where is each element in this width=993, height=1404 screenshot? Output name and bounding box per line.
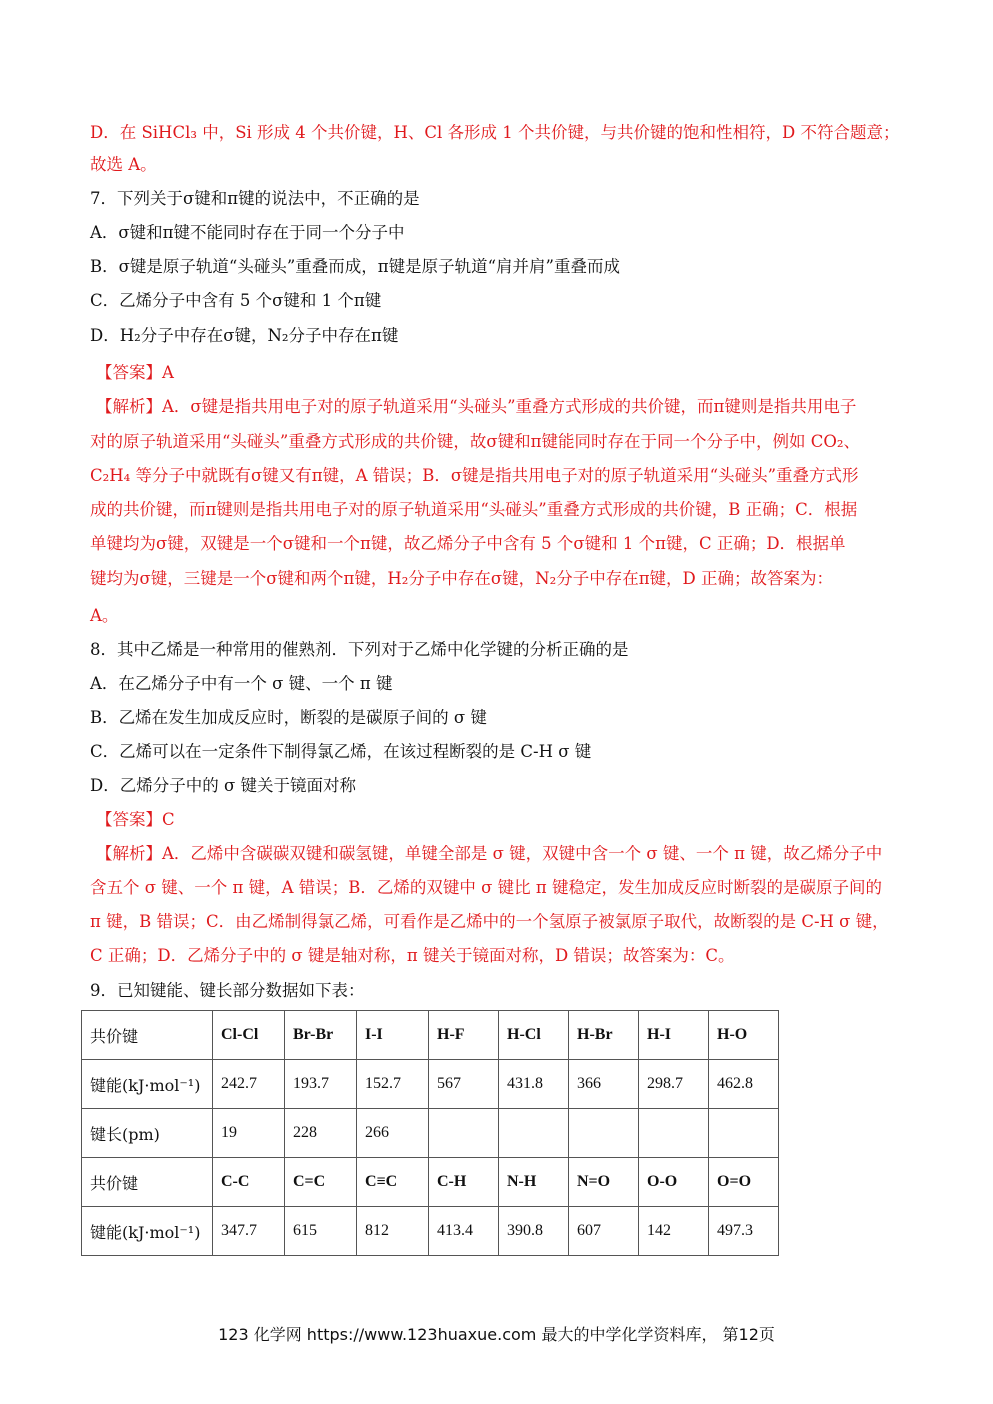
- text-line: A。: [90, 606, 119, 625]
- table-cell: 共价键: [82, 1011, 213, 1060]
- text-line: 【解析】A．乙烯中含碳碳双键和碳氢键，单键全部是 σ 键，双键中含一个 σ 键、一个 π 键，故乙烯分子中: [96, 844, 883, 863]
- text-line: B．乙烯在发生加成反应时，断裂的是碳原子间的 σ 键: [90, 708, 487, 727]
- table-cell: C-H: [429, 1158, 499, 1207]
- text-line: C．乙烯可以在一定条件下制得氯乙烯，在该过程断裂的是 C-H σ 键: [90, 742, 592, 761]
- table-cell: 812: [357, 1207, 429, 1256]
- table-cell: 413.4: [429, 1207, 499, 1256]
- table-cell: 142: [639, 1207, 709, 1256]
- table-cell: 431.8: [499, 1060, 569, 1109]
- text-line: C．乙烯分子中含有 5 个σ键和 1 个π键: [90, 291, 382, 310]
- text-line: 【解析】A．σ键是指共用电子对的原子轨道采用“头碰头”重叠方式形成的共价键，而π键则是指共用电子: [96, 397, 857, 416]
- text-line: 含五个 σ 键、一个 π 键，A 错误；B．乙烯的双键中 σ 键比 π 键稳定，发生加成反应时断裂的是碳原子间的: [90, 878, 882, 897]
- text-line: 【答案】A: [96, 363, 174, 382]
- table-cell: O-O: [639, 1158, 709, 1207]
- table-cell: 242.7: [213, 1060, 285, 1109]
- table-cell: 228: [285, 1109, 357, 1158]
- table-cell: O=O: [709, 1158, 779, 1207]
- table-cell: C=C: [285, 1158, 357, 1207]
- table-row: [82, 1109, 779, 1158]
- table-cell: 462.8: [709, 1060, 779, 1109]
- table-cell: [429, 1109, 499, 1158]
- table-cell: 615: [285, 1207, 357, 1256]
- text-line: D．乙烯分子中的 σ 键关于镜面对称: [90, 776, 356, 795]
- text-line: 单键均为σ键，双键是一个σ键和一个π键，故乙烯分子中含有 5 个σ键和 1 个π键，C 正确；D．根据单: [90, 534, 846, 553]
- text-line: B．σ键是原子轨道“头碰头”重叠而成，π键是原子轨道“肩并肩”重叠而成: [90, 257, 620, 276]
- text-line: 9．已知键能、键长部分数据如下表：: [90, 981, 365, 1000]
- text-line: 8．其中乙烯是一种常用的催熟剂．下列对于乙烯中化学键的分析正确的是: [90, 640, 629, 659]
- table-cell: 347.7: [213, 1207, 285, 1256]
- table-cell: 390.8: [499, 1207, 569, 1256]
- table-cell: H-F: [429, 1011, 499, 1060]
- table-cell: H-Cl: [499, 1011, 569, 1060]
- table-cell: 键长(pm): [82, 1109, 213, 1158]
- table-cell: 497.3: [709, 1207, 779, 1256]
- table-cell: H-O: [709, 1011, 779, 1060]
- text-line: 成的共价键，而π键则是指共用电子对的原子轨道采用“头碰头”重叠方式形成的共价键，B 正确；C．根据: [90, 500, 858, 519]
- text-line: A．在乙烯分子中有一个 σ 键、一个 π 键: [90, 674, 393, 693]
- table-cell: 共价键: [82, 1158, 213, 1207]
- text-line: C₂H₄ 等分子中就既有σ键又有π键，A 错误；B．σ键是指共用电子对的原子轨道采用“头碰头”重叠方式形: [90, 466, 859, 485]
- table-cell: 607: [569, 1207, 639, 1256]
- table-cell: Cl-Cl: [213, 1011, 285, 1060]
- table-cell: Br-Br: [285, 1011, 357, 1060]
- table-cell: [499, 1109, 569, 1158]
- table-cell: 键能(kJ·mol⁻¹): [82, 1060, 213, 1109]
- text-line: 对的原子轨道采用“头碰头”重叠方式形成的共价键，故σ键和π键能同时存在于同一个分子中，例如 CO₂、: [90, 432, 860, 451]
- text-line: D．H₂分子中存在σ键，N₂分子中存在π键: [90, 326, 399, 345]
- table-cell: [569, 1109, 639, 1158]
- text-line: 故选 A。: [90, 155, 157, 174]
- table-cell: 152.7: [357, 1060, 429, 1109]
- table-cell: 266: [357, 1109, 429, 1158]
- page-footer: 123 化学网 https://www.123huaxue.com 最大的中学化学资料库， 第12页: [218, 1325, 775, 1344]
- table-cell: N-H: [499, 1158, 569, 1207]
- table-row: [82, 1158, 779, 1207]
- bond-data-table: [81, 1010, 779, 1256]
- text-line: D．在 SiHCl₃ 中，Si 形成 4 个共价键，H、Cl 各形成 1 个共价键，与共价键的饱和性相符，D 不符合题意；: [90, 123, 900, 142]
- text-line: C 正确；D．乙烯分子中的 σ 键是轴对称，π 键关于镜面对称，D 错误；故答案为：C。: [90, 946, 735, 965]
- table-cell: [639, 1109, 709, 1158]
- table-cell: 键能(kJ·mol⁻¹): [82, 1207, 213, 1256]
- text-line: 【答案】C: [96, 810, 175, 829]
- table-cell: [709, 1109, 779, 1158]
- table-cell: I-I: [357, 1011, 429, 1060]
- text-line: 7．下列关于σ键和π键的说法中，不正确的是: [90, 189, 420, 208]
- table-cell: 567: [429, 1060, 499, 1109]
- table-cell: C-C: [213, 1158, 285, 1207]
- table-cell: H-Br: [569, 1011, 639, 1060]
- table-cell: 298.7: [639, 1060, 709, 1109]
- table-cell: 19: [213, 1109, 285, 1158]
- table-cell: 193.7: [285, 1060, 357, 1109]
- table-row: [82, 1011, 779, 1060]
- table-cell: 366: [569, 1060, 639, 1109]
- text-line: 键均为σ键，三键是一个σ键和两个π键，H₂分子中存在σ键，N₂分子中存在π键，D 正确；故答案为：: [90, 569, 834, 588]
- table-row: [82, 1060, 779, 1109]
- table-row: [82, 1207, 779, 1256]
- table-cell: C≡C: [357, 1158, 429, 1207]
- text-line: π 键，B 错误；C．由乙烯制得氯乙烯，可看作是乙烯中的一个氢原子被氯原子取代，故断裂的是 C-H σ 键，: [90, 912, 889, 931]
- table-cell: N=O: [569, 1158, 639, 1207]
- text-line: A．σ键和π键不能同时存在于同一个分子中: [90, 223, 405, 242]
- table-cell: H-I: [639, 1011, 709, 1060]
